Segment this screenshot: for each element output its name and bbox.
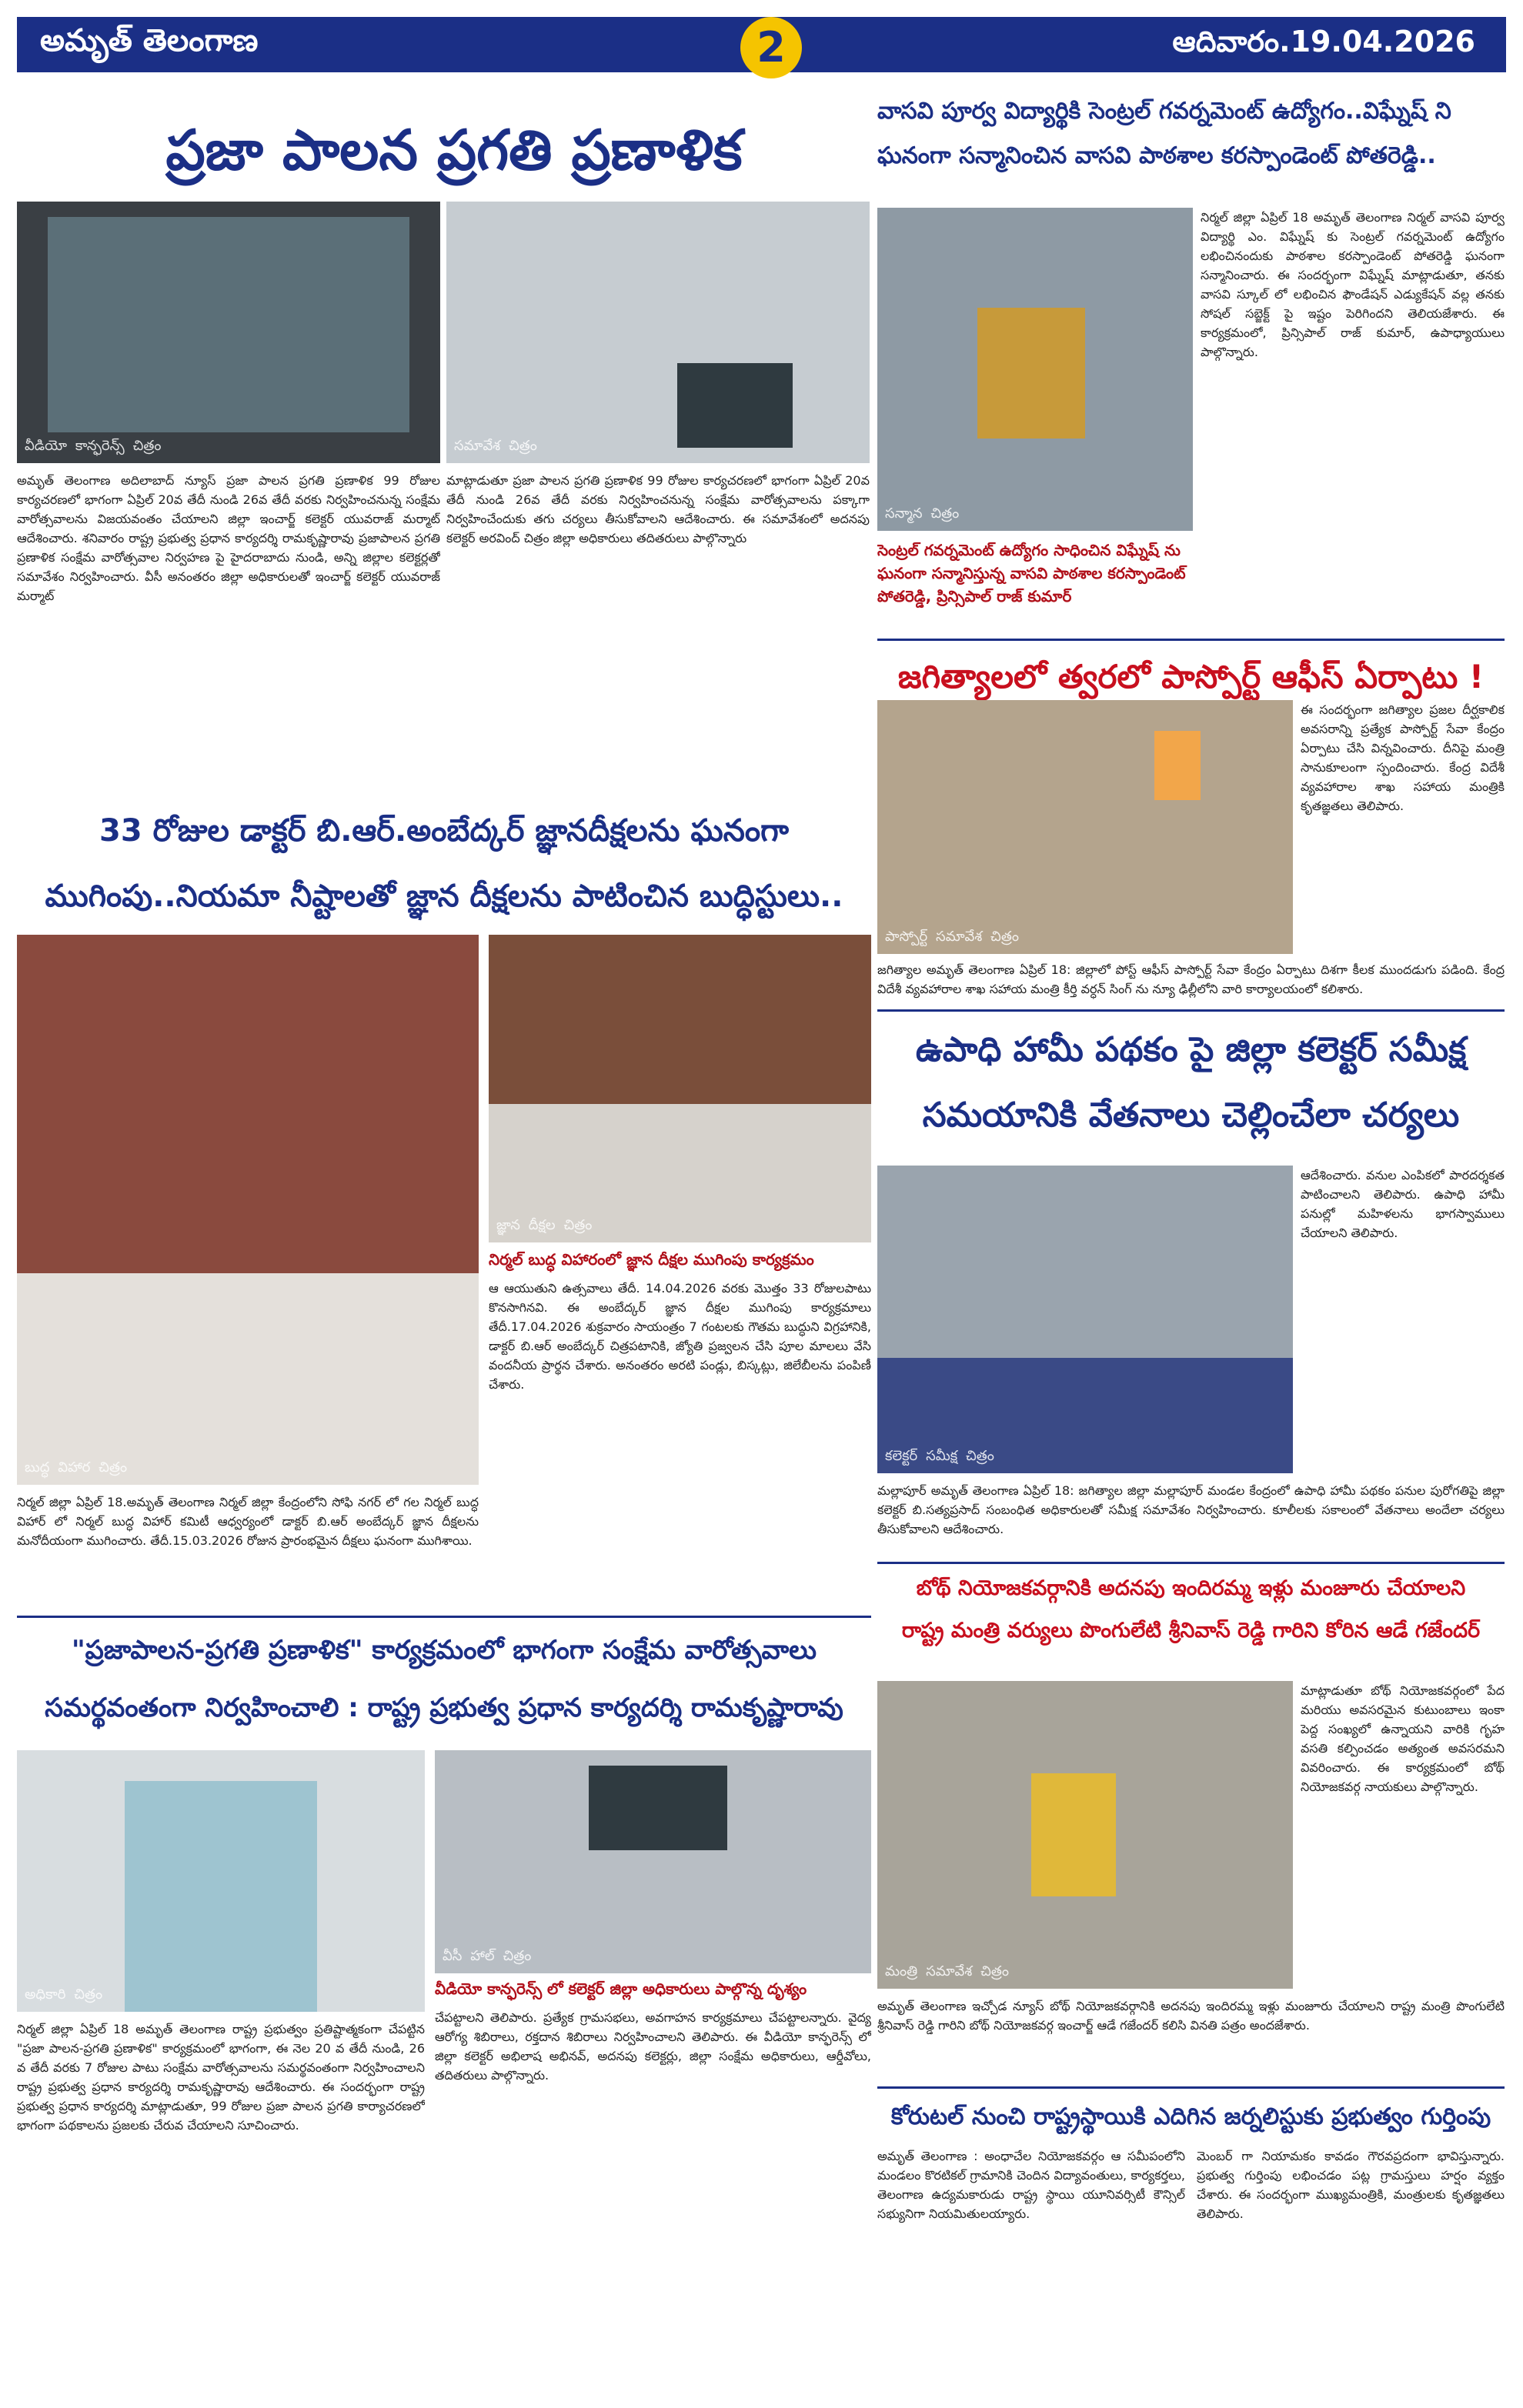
officer-photo — [17, 1750, 425, 2012]
vasavi-photo-label: సన్మాన చిత్రం — [885, 505, 960, 522]
minister-photo-label: మంత్రి సమావేశ చిత్రం — [885, 1963, 1009, 1979]
ambedkar-headline-line1: 33 రోజుల డాక్టర్ బి.ఆర్.అంబేద్కర్ జ్ఞానదీక్షలను ఘనంగా — [99, 813, 789, 849]
buddha-photo — [17, 935, 479, 1485]
vasavi-body: నిర్మల్ జిల్లా ఏప్రిల్ 18 అమృత్ తెలంగాణ నిర్మల్ వాసవి పూర్వ విద్యార్థి ఎం. విఘ్నేష్ కు సెంట్రల్ గవర్నమెంట్ ఉద్యోగం లభించినందుకు పాఠశాల కరస్పాండెంట్ పోతరెడ్డి ఘనంగా సన్మానించారు. ఈ సందర్భంగా విఘ్నేష్ మాట్లాడుతూ, తనకు వాసవి స్కూల్ లో లభించిన ఫౌండేషన్ ఎడ్యుకేషన్ వల్ల తనకు సోషల్ సబ్జెక్ట్ పై ఇష్టం పెరిగిందని తెలియజేశారు. ఈ కార్యక్రమంలో, ప్రిన్సిపాల్ రాజ్ కుమార్, ఉపాధ్యాయులు పాల్గొన్నారు. — [1201, 210, 1505, 359]
korutla-headline: కోరుటల్ నుంచి రాష్ట్రస్థాయికి ఎదిగిన జర్నలిస్టుకు ప్రభుత్వం గుర్తింపు — [890, 2103, 1491, 2130]
buddha-photo-label: బుద్ధ విహార చిత్రం — [25, 1459, 128, 1476]
welfare-headline-line1: "ప్రజాపాలన-ప్రగతి ప్రణాళిక" కార్యక్రమంలో భాగంగా సంక్షేమ వారోత్సవాలు — [71, 1635, 817, 1666]
upadhi-body-right: ఆదేశించారు. వనుల ఎంపికలో పారదర్శకత పాటించాలని తెలిపారు. ఉపాధి హామీ పనుల్లో మహిళలను భాగస్వాములు చేయాలని తెలిపారు. — [1301, 1168, 1505, 1240]
welfare-body-right: చేపట్టాలని తెలిపారు. ప్రత్యేక గ్రామసభలు, అవగాహన కార్యక్రమాలు చేపట్టాలన్నారు. వైద్య ఆరోగ్య శిబిరాలు, రక్తదాన శిబిరాలు నిర్వహించాలని తెలిపారు. ఈ వీడియో కాన్ఫరెన్స్ లో జిల్లా కలెక్టర్ అభిలాష అభినవ్, అదనపు కలెక్టర్లు, జిల్లా సంక్షేమ అధికారులు, ఆర్డీవోలు, తదితరులు పాల్గొన్నారు. — [435, 2010, 871, 2083]
welfare-caption: వీడియో కాన్ఫరెన్స్ లో కలెక్టర్ జిల్లా అధికారులు పాల్గొన్న దృశ్యం — [435, 1979, 807, 1998]
buddha-group-photo — [489, 935, 871, 1242]
ambedkar-caption: నిర్మల్ బుద్ధ విహారంలో జ్ఞాన దీక్షల ముగింపు కార్యక్రమం — [489, 1250, 814, 1269]
vasavi-photo — [877, 208, 1193, 531]
upadhi-headline-line1: ఉపాధి హామీ పథకం పై జిల్లా కలెక్టర్ సమీక్ష — [915, 1030, 1467, 1069]
passport-photo — [877, 700, 1293, 954]
vc-room-photo — [435, 1750, 871, 1973]
minister-photo — [877, 1681, 1293, 1989]
jagitial-body-bottom: జగిత్యాల అమృత్ తెలంగాణ ఏప్రిల్ 18: జిల్లాలో పోస్ట్ ఆఫీస్ పాస్పోర్ట్ సేవా కేంద్రం ఏర్పాటు దిశగా కీలక ముందడుగు పడింది. కేంద్ర విదేశీ వ్యవహారాల శాఖ సహాయ మంత్రి కీర్తి వర్ధన్ సింగ్ ను న్యూ ఢిల్లీలోని వారి కార్యాలయంలో కలిశారు. — [877, 962, 1505, 996]
newspaper-name: అమృత్ తెలంగాణ — [40, 23, 259, 58]
praja-palana-body-right: మాట్లాడుతూ ప్రజా పాలన ప్రగతి ప్రణాళిక 99 రోజుల కార్యచరణలో భాగంగా ఏప్రిల్ 20వ తేదీ నుండి 26వ తేదీ వరకు నిర్వహించనున్న సంక్షేమ వారోత్సవాలను పక్కాగా నిర్వహించేందుకు తగు చర్యలు తీసుకోవాలని ఆదేశించారు. ఈ సమావేశంలో అదనపు కలెక్టర్ అరవింద్ చిత్రం జిల్లా అధికారులు తదితరులు పాల్గొన్నారు — [446, 473, 870, 545]
boath-body-right: మాట్లాడుతూ బోథ్ నియోజకవర్గంలో పేద మరియు అవసరమైన కుటుంబాలు ఇంకా పెద్ద సంఖ్యలో ఉన్నాయని వారికి గృహ వసతి కల్పించడం అత్యంత అవసరమని వివరించారు. ఈ కార్యక్రమంలో బోథ్ నియోజకవర్గ నాయకులు పాల్గొన్నారు. — [1301, 1683, 1505, 1794]
ambedkar-body-right: ఆ ఆయుతుని ఉత్సవాలు తేదీ. 14.04.2026 వరకు మొత్తం 33 రోజులపాటు కొనసాగినవి. ఈ అంబేద్కర్ జ్ఞాన దీక్షల ముగింపు కార్యక్రమాలు తేదీ.17.04.2026 శుక్రవారం సాయంత్రం 7 గంటలకు గౌతమ బుద్ధుని విగ్రహానికి, డాక్టర్ బి.ఆర్ అంబేద్కర్ చిత్రపటానికి, జ్యోతి ప్రజ్వలన చేసి పూల మాలలు వేసి వందనీయ ప్రార్థన చేశారు. అనంతరం అరటి పండ్లు, బిస్కట్లు, జిలేబీలను పంపిణీ చేశారు. — [489, 1281, 871, 1392]
vasavi-headline-line1: వాసవి పూర్వ విద్యార్థికి సెంట్రల్ గవర్నమెంట్ ఉద్యోగం..విఘ్నేష్ ని — [877, 98, 1451, 125]
page-number: 2 — [740, 17, 802, 78]
jagitial-body-right: ఈ సందర్భంగా జగిత్యాల ప్రజల దీర్ఘకాలిక అవసరాన్ని ప్రత్యేక పాస్పోర్ట్ సేవా కేంద్రం ఏర్పాటు చేసి విన్నవించారు. దీనిపై మంత్రి సానుకూలంగా స్పందించారు. కేంద్ర విదేశీ వ్యవహారాల శాఖ సహాయ మంత్రికి కృతజ్ఞతలు తెలిపారు. — [1301, 702, 1505, 813]
divider-boath — [877, 2086, 1505, 2089]
upadhi-headline-line2: సమయానికి వేతనాలు చెల్లించేలా చర్యలు — [922, 1096, 1460, 1135]
welfare-headline-line2: సమర్థవంతంగా నిర్వహించాలి : రాష్ట్ర ప్రభుత్వ ప్రధాన కార్యదర్శి రామకృష్ణారావు — [45, 1693, 843, 1723]
ambedkar-body-left: నిర్మల్ జిల్లా ఏప్రిల్ 18.అమృత్ తెలంగాణ నిర్మల్ జిల్లా కేంద్రంలోని సోఫి నగర్ లో గల నిర్మల్ బుద్ధ విహార్ లో నిర్మల్ బుద్ధ విహార్ కమిటీ ఆధ్వర్యంలో డాక్టర్ బి.ఆర్ అంబేద్కర్ జ్ఞాన దీక్షలను మనోదీయంగా ముగించారు. తేదీ.15.03.2026 రోజున ప్రారంభమైన దీక్షలు ఘనంగా ముగిశాయి. — [17, 1495, 479, 1548]
divider-upadhi — [877, 1562, 1505, 1564]
collector-photo — [877, 1166, 1293, 1473]
buddha-group-photo-label: జ్ఞాన దీక్షల చిత్రం — [496, 1217, 593, 1233]
korutla-body-left: అమృత్ తెలంగాణ : అంధాచేల నియోజకవర్గం ఆ సమీపంలోని మండలం కొరటికల్ గ్రామానికి చెందిన విద్యావంతులు, కార్యకర్తలు, తెలంగాణ ఉద్యమకారుడు రాష్ట్ర స్థాయి యూనివర్సిటీ కౌన్సిల్ సభ్యునిగా నియమితులయ్యారు. — [877, 2149, 1185, 2221]
issue-date: ఆదివారం.19.04.2026 — [1172, 25, 1475, 58]
officer-photo-label: అధికారి చిత్రం — [25, 1986, 103, 2003]
vasavi-headline-line2: ఘనంగా సన్మానించిన వాసవి పాఠశాల కరస్పాండెంట్ పోతరెడ్డి.. — [877, 142, 1436, 169]
praja-palana-body-left: అమృత్ తెలంగాణ అదిలాబాద్ న్యూస్ ప్రజా పాలన ప్రగతి ప్రణాళిక 99 రోజుల కార్యచరణలో భాగంగా ఏప్రిల్ 20వ తేదీ నుండి 26వ తేదీ వరకు నిర్వహించనున్న సంక్షేమ వారోత్సవాలను విజయవంతం చేయాలని జిల్లా ఇంచార్జ్ కలెక్టర్ యువరాజ్ మర్మాట్ ఆదేశించారు. శనివారం రాష్ట్ర ప్రభుత్వ ప్రధాన కార్యదర్శి రామకృష్ణారావు ప్రజాపాలన ప్రగతి ప్రణాళిక సంక్షేమ వారోత్సవాల నిర్వహణ పై హైదరాబాదు నుండి, అన్ని జిల్లాల కలెక్టర్లతో సమావేశం నిర్వహించారు. వీసీ అనంతరం జిల్లా అధికారులతో ఇంచార్జ్ కలెక్టర్ యువరాజ్ మర్మాట్ — [17, 473, 440, 603]
videoconf-photo-label: వీడియో కాన్ఫరెన్స్ చిత్రం — [25, 438, 162, 454]
divider-vasavi — [877, 639, 1505, 641]
praja-palana-headline: ప్రజా పాలన ప్రగతి ప్రణాళిక — [165, 118, 743, 182]
page-header — [17, 17, 1506, 72]
jagitial-headline: జగిత్యాలలో త్వరలో పాస్పోర్ట్ ఆఫీస్ ఏర్పాటు ! — [897, 658, 1485, 695]
passport-photo-label: పాస్పోర్ట్ సమావేశ చిత్రం — [885, 929, 1019, 945]
vc-room-photo-label: వీసీ హాల్ చిత్రం — [443, 1948, 532, 1964]
welfare-body-left: నిర్మల్ జిల్లా ఏప్రిల్ 18 అమృత్ తెలంగాణ రాష్ట్ర ప్రభుత్వం ప్రతిష్టాత్మకంగా చేపట్టిన "ప్రజా పాలన-ప్రగతి ప్రణాళిక" కార్యక్రమంలో భాగంగా, ఈ నెల 20 వ తేదీ నుండి, 26 వ తేదీ వరకు 7 రోజుల పాటు సంక్షేమ వారోత్సవాలను సమర్థవంతంగా నిర్వహించాలని రాష్ట్ర ప్రభుత్వ ప్రధాన కార్యదర్శి రామకృష్ణారావు ఆదేశించారు. ఈ సందర్భంగా రాష్ట్ర ప్రభుత్వ ప్రధాన కార్యదర్శి మాట్లాడుతూ, 99 రోజుల ప్రజా పాలన ప్రగతి కార్యాచరణలో భాగంగా పథకాలను ప్రజలకు చేరువ చేయాలని సూచించారు. — [17, 2022, 425, 2133]
boath-headline-line1: బోథ్ నియోజకవర్గానికి అదనపు ఇందిరమ్మ ఇళ్లు మంజూరు చేయాలని — [916, 1576, 1466, 1600]
korutla-body-right: మెంబర్ గా నియామకం కావడం గౌరవప్రదంగా భావిస్తున్నారు. ప్రభుత్వ గుర్తింపు లభించడం పట్ల గ్రామస్తులు హర్షం వ్యక్తం చేశారు. ఈ సందర్భంగా ముఖ్యమంత్రికి, మంత్రులకు కృతజ్ఞతలు తెలిపారు. — [1197, 2149, 1505, 2221]
boath-headline-line2: రాష్ట్ర మంత్రి వర్యులు పొంగులేటి శ్రీనివాస్ రెడ్డి గారిని కోరిన ఆడే గజేందర్ — [901, 1619, 1481, 1643]
vasavi-caption: సెంట్రల్ గవర్నమెంట్ ఉద్యోగం సాధించిన విఘ్నేష్ ను ఘనంగా సన్మానిస్తున్న వాసవి పాఠశాల కరస్పాండెంట్ పోతరెడ్డి, ప్రిన్సిపాల్ రాజ్ కుమార్ — [877, 541, 1186, 605]
upadhi-body-bottom: మల్లాపూర్ అమృత్ తెలంగాణ ఏప్రిల్ 18: జగిత్యాల జిల్లా మల్లాపూర్ మండల కేంద్రంలో ఉపాధి హామీ పథకం పనుల పురోగతిపై జిల్లా కలెక్టర్ బి.సత్యప్రసాద్ సంబంధిత అధికారులతో సమీక్ష సమావేశం నిర్వహించారు. కూలీలకు సకాలంలో వేతనాలు అందేలా చర్యలు తీసుకోవాలని ఆదేశించారు. — [877, 1483, 1505, 1536]
ambedkar-headline-line2: ముగింపు..నియమా నీష్టాలతో జ్ఞాన దీక్షలను పాటించిన బుద్ధిస్టులు.. — [45, 879, 843, 914]
divider-jagitial — [877, 1009, 1505, 1012]
videoconf-photo — [17, 202, 440, 463]
meeting-photo-label: సమావేశ చిత్రం — [454, 438, 537, 454]
boath-body-bottom: అమృత్ తెలంగాణ ఇచ్చోడ న్యూస్ బోథ్ నియోజకవర్గానికి అదనపు ఇందిరమ్మ ఇళ్లు మంజూరు చేయాలని రాష్ట్ర మంత్రి పొంగులేటి శ్రీనివాస్ రెడ్డి గారిని బోథ్ నియోజకవర్గ ఇంచార్జ్ ఆడే గజేందర్ కలిసి వినతి పత్రం అందజేశారు. — [877, 1999, 1505, 2033]
meeting-photo — [446, 202, 870, 463]
collector-photo-label: కలెక్టర్ సమీక్ష చిత్రం — [885, 1448, 994, 1464]
divider-ambedkar — [17, 1616, 871, 1618]
